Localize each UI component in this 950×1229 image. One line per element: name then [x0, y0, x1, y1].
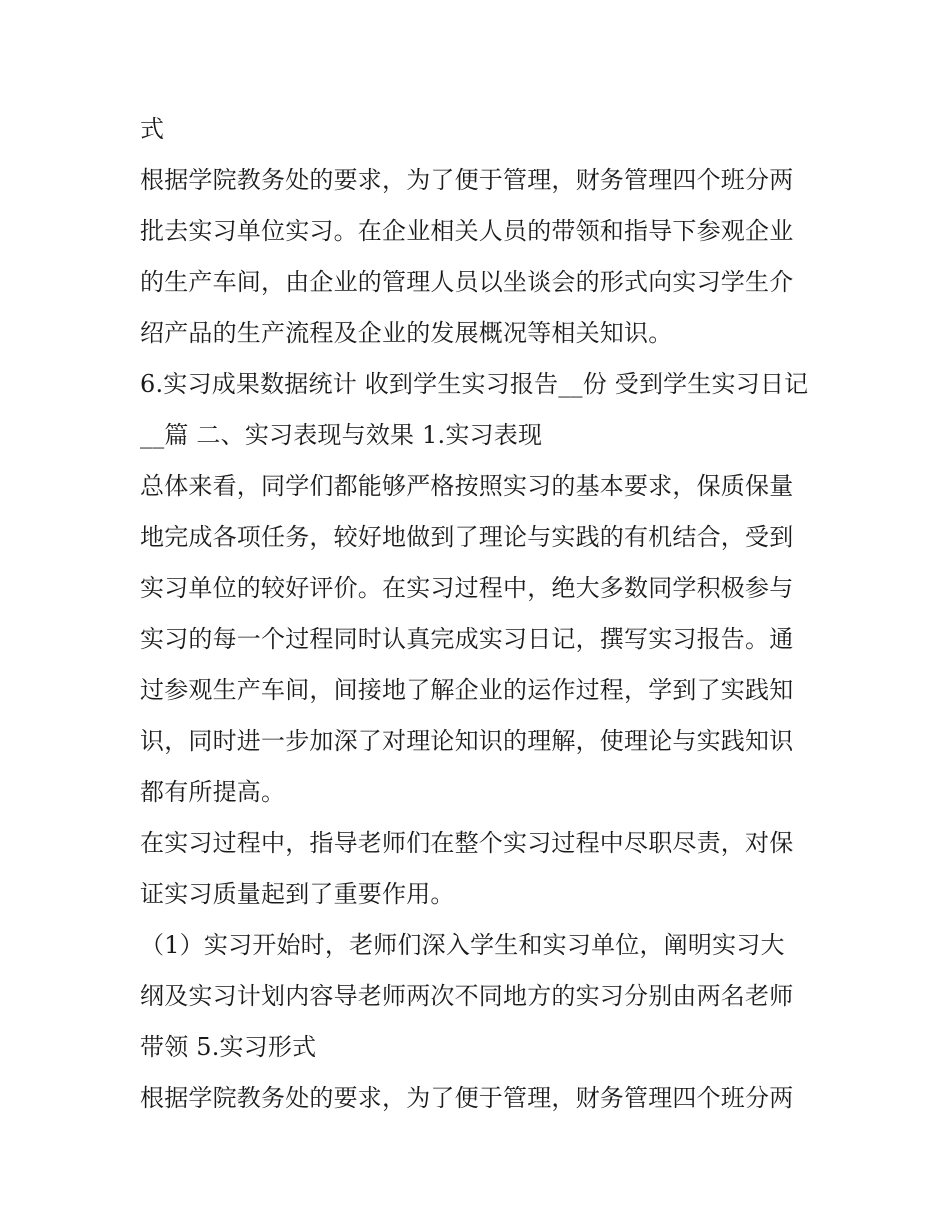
text-line: 识，同时进一步加深了对理论知识的理解，使理论与实践知识: [140, 727, 794, 755]
text-line: （1）实习开始时，老师们深入学生和实习单位，阐明实习大: [140, 931, 785, 959]
text-line: 地完成各项任务，较好地做到了理论与实践的有机结合，受到: [140, 523, 794, 551]
text-line: 在实习过程中，指导老师们在整个实习过程中尽职尽责，对保: [140, 829, 794, 857]
text-line: 实习单位的较好评价。在实习过程中，绝大多数同学积极参与: [140, 574, 794, 602]
text-line: 的生产车间，由企业的管理人员以坐谈会的形式向实习学生介: [140, 268, 794, 296]
text-line: 纲及实习计划内容导老师两次不同地方的实习分别由两名老师: [140, 982, 794, 1010]
text-line: 批去实习单位实习。在企业相关人员的带领和指导下参观企业: [140, 217, 794, 245]
text-line: 过参观生产车间，间接地了解企业的运作过程，学到了实践知: [140, 676, 794, 704]
text-line: 都有所提高。: [140, 778, 286, 806]
text-line: 带领 5.实习形式: [140, 1033, 317, 1061]
text-line: 根据学院教务处的要求，为了便于管理，财务管理四个班分两: [140, 166, 794, 194]
text-line: 绍产品的生产流程及企业的发展概况等相关知识。: [140, 319, 673, 347]
text-line: 式: [140, 115, 165, 143]
document-page: [140, 104, 820, 1124]
text-line: __篇 二、实习表现与效果 1.实习表现: [140, 421, 543, 449]
text-line: 根据学院教务处的要求，为了便于管理，财务管理四个班分两: [140, 1084, 794, 1112]
text-line: 证实习质量起到了重要作用。: [140, 880, 455, 908]
text-line: 6.实习成果数据统计 收到学生实习报告__份 受到学生实习日记: [140, 370, 809, 398]
text-line: 实习的每一个过程同时认真完成实习日记，撰写实习报告。通: [140, 625, 794, 653]
text-line: 总体来看，同学们都能够严格按照实习的基本要求，保质保量: [140, 472, 794, 500]
